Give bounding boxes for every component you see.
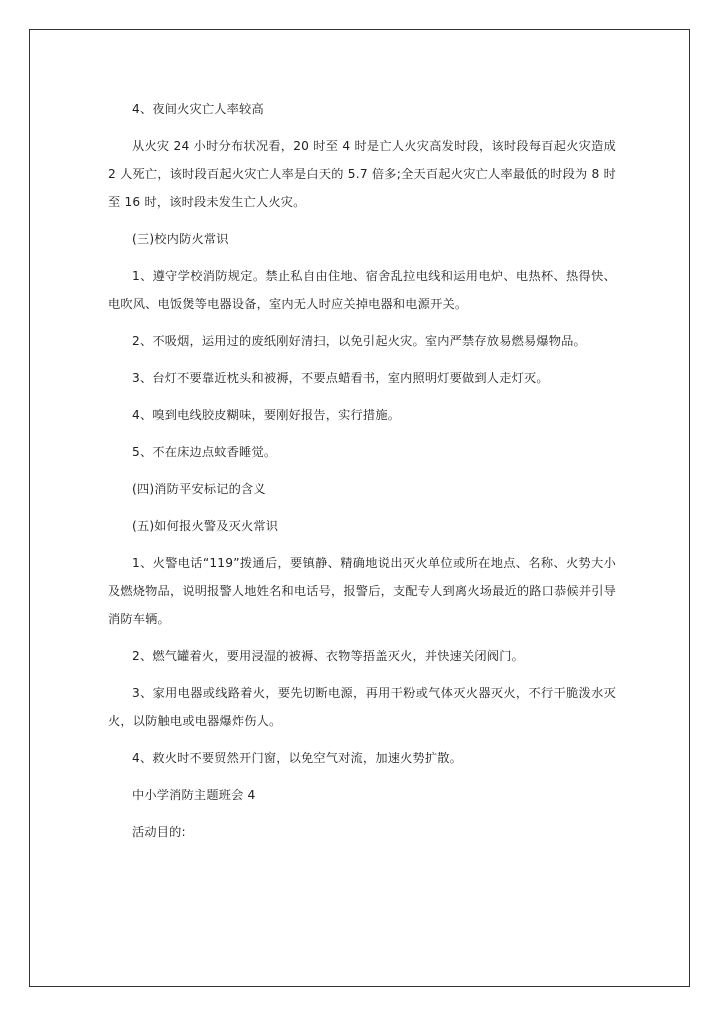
- paragraph: 1、火警电话“119”拨通后，要镇静、精确地说出灭火单位或所在地点、名称、火势大小及燃烧物品，说明报警人地姓名和电话号，报警后，支配专人到离火场最近的路口恭候并引导消防车辆。: [108, 556, 616, 626]
- paragraph: 4、夜间火灾亡人率较高: [132, 102, 264, 116]
- paragraph: 4、嗅到电线胶皮糊味，要刚好报告，实行措施。: [132, 408, 401, 422]
- paragraph: 5、不在床边点蚊香睡觉。: [132, 445, 277, 459]
- paragraph: 2、燃气罐着火，要用浸湿的被褥、衣物等捂盖灭火，并快速关闭阀门。: [132, 649, 524, 663]
- section-heading: (三)校内防火常识: [132, 232, 229, 246]
- paragraph: 1、遵守学校消防规定。禁止私自由住地、宿舍乱拉电线和运用电炉、电热杯、热得快、电吹风、电饭煲等电器设备，室内无人时应关掉电器和电源开关。: [108, 269, 616, 311]
- paragraph: 3、台灯不要靠近枕头和被褥，不要点蜡看书，室内照明灯要做到人走灯灭。: [132, 371, 549, 385]
- paragraph: 从火灾 24 小时分布状况看，20 时至 4 时是亡人火灾高发时段，该时段每百起火灾造成 2 人死亡，该时段百起火灾亡人率是白天的 5.7 倍多;全天百起火灾亡人率最低的时段为 8 时至 16 时，该时段未发生亡人火灾。: [108, 139, 616, 209]
- paragraph: 3、家用电器或线路着火，要先切断电源，再用干粉或气体灭火器灭火，不行干脆泼水灭火，以防触电或电器爆炸伤人。: [108, 686, 616, 728]
- section-heading: (五)如何报火警及灭火常识: [132, 519, 279, 533]
- paragraph: 活动目的:: [132, 825, 186, 839]
- paragraph: 2、不吸烟，运用过的废纸刚好清扫，以免引起火灾。室内严禁存放易燃易爆物品。: [132, 334, 586, 348]
- paragraph: 4、救火时不要贸然开门窗，以免空气对流，加速火势扩散。: [132, 751, 463, 765]
- section-heading: (四)消防平安标记的含义: [132, 482, 266, 496]
- section-heading: 中小学消防主题班会 4: [132, 788, 256, 802]
- document-body: [108, 95, 616, 855]
